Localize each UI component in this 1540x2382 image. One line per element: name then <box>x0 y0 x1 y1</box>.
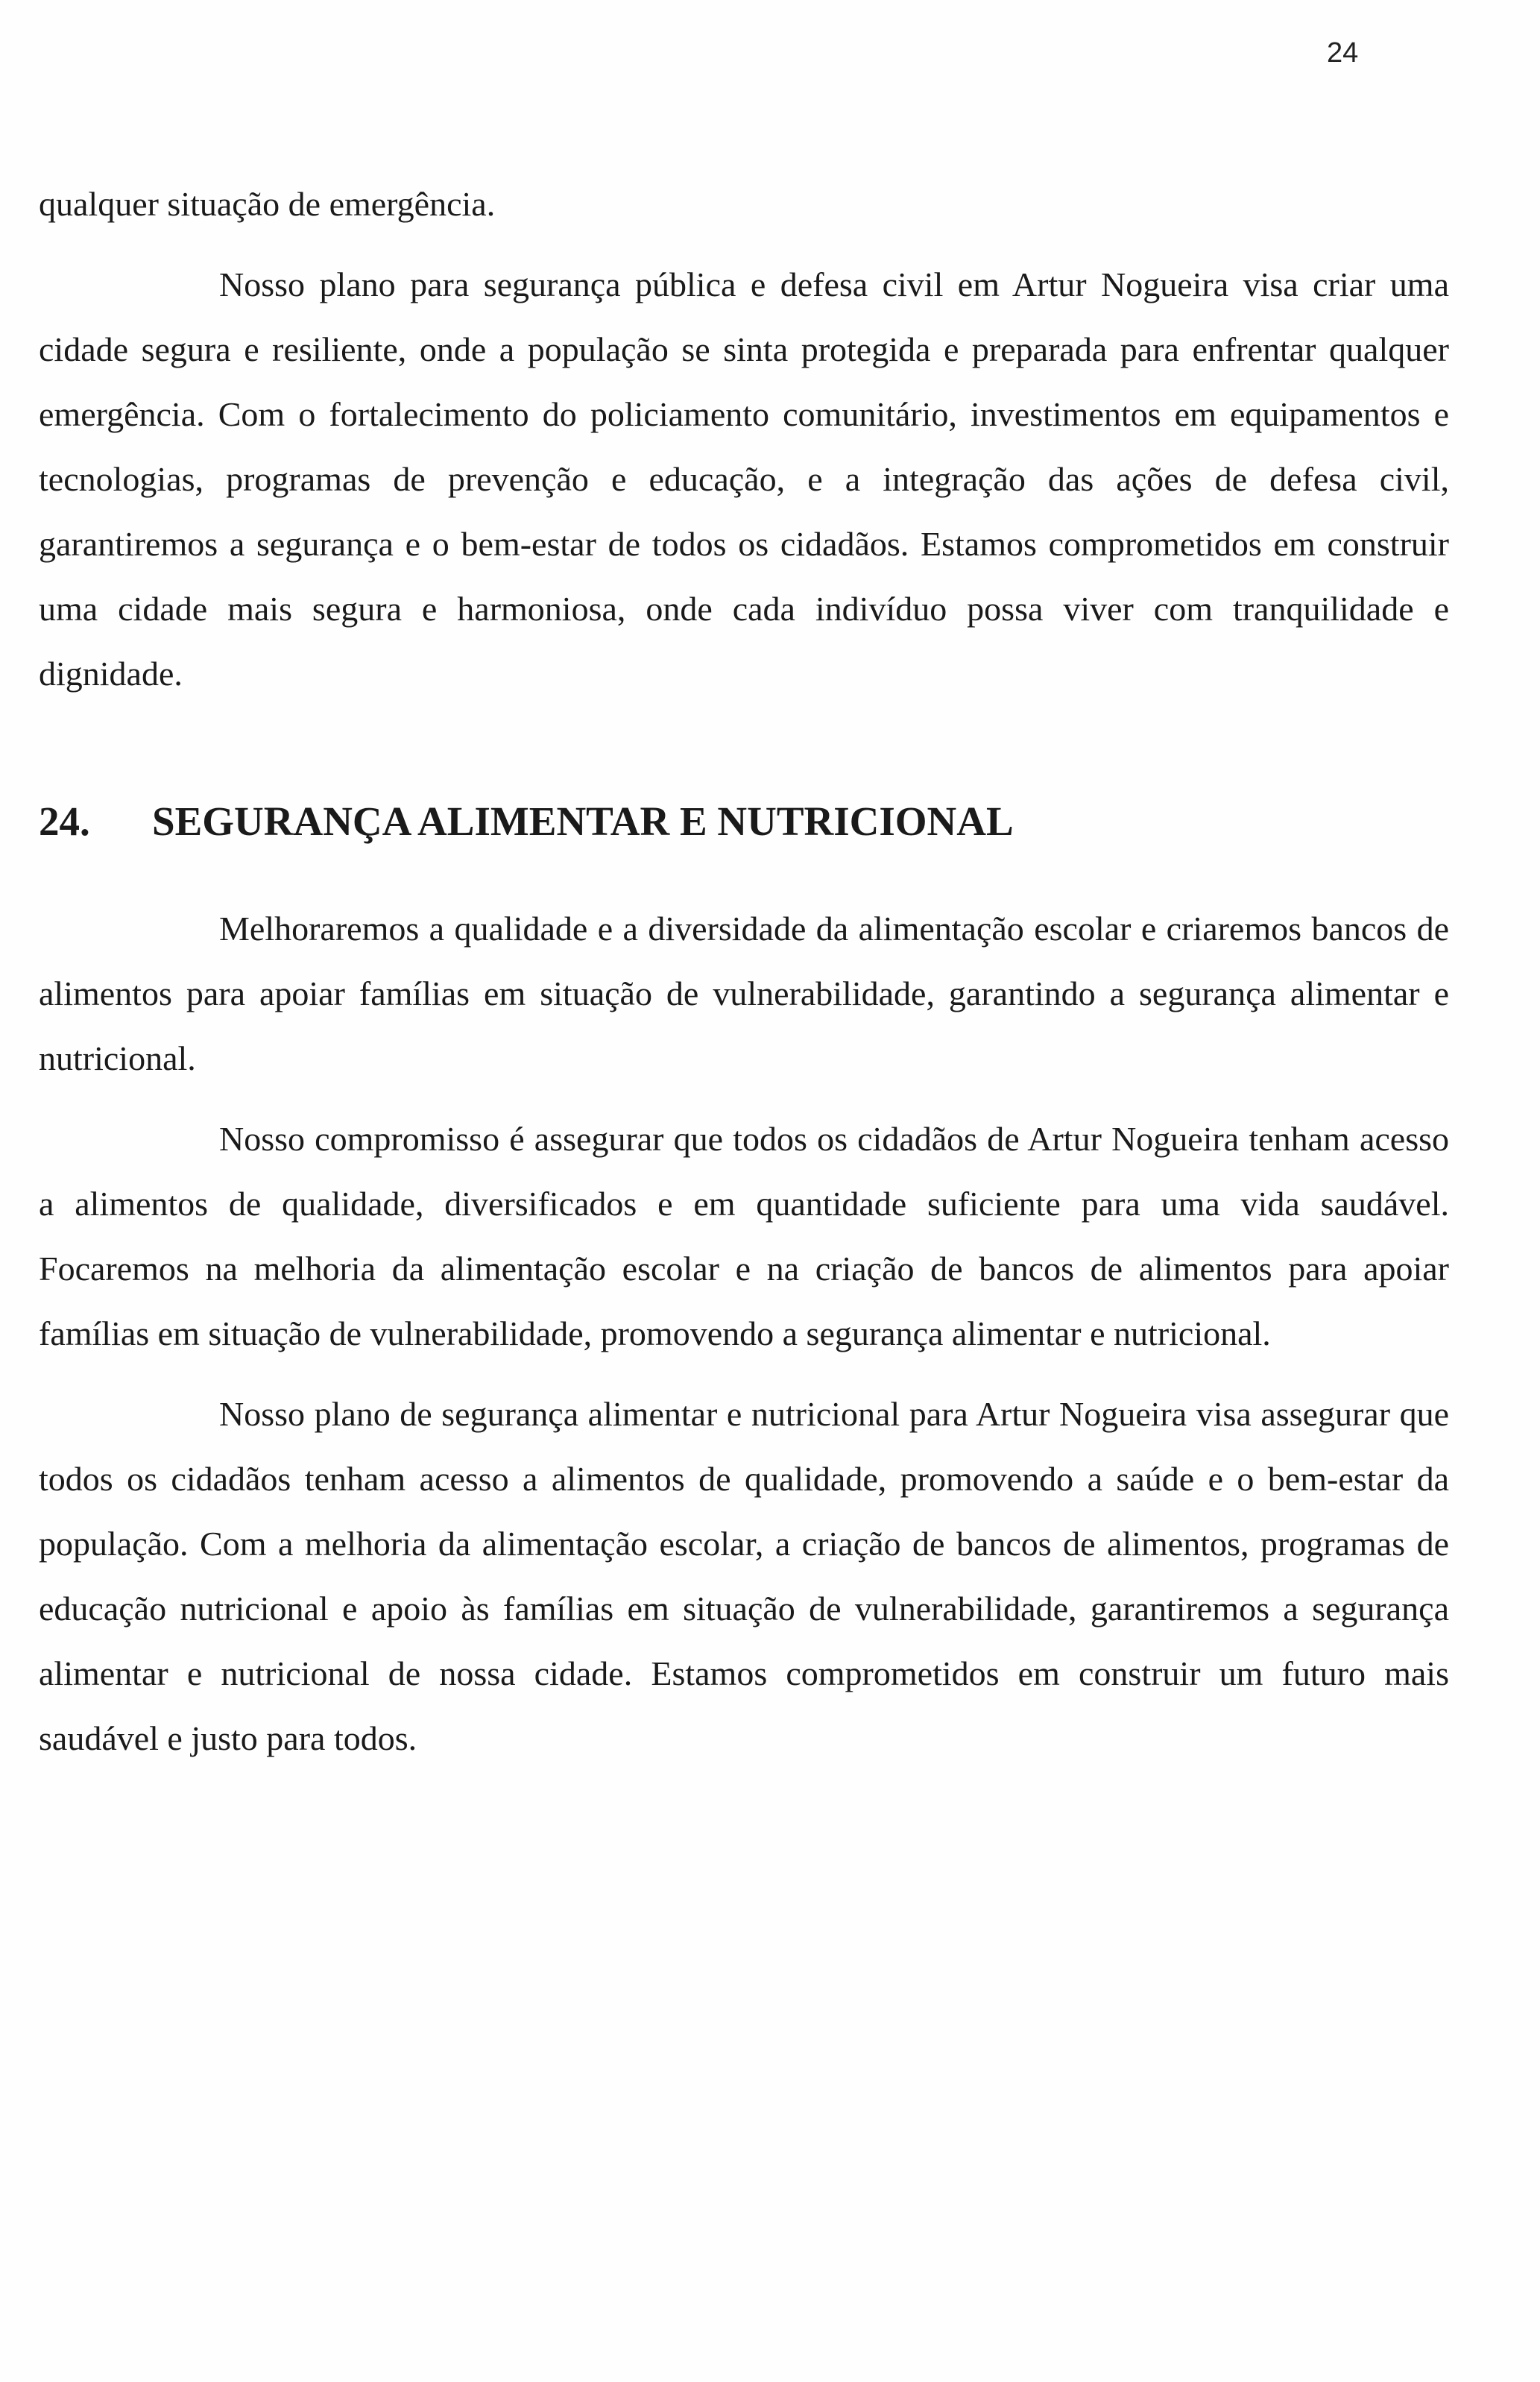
section-heading <box>39 788 1449 855</box>
page-content <box>39 171 1449 1786</box>
page-number: 24 <box>1327 37 1359 69</box>
section-title: SEGURANÇA ALIMENTAR E NUTRICIONAL <box>152 798 1014 844</box>
security-plan-paragraph: Nosso plano para segurança pública e defesa civil em Artur Nogueira visa criar uma cidade segura e resiliente, onde a população se sinta protegida e preparada para enfrentar qualquer emergência. Com o fortalecimento do policiamento comunitário, investimentos em equipamentos e tecnologias, programas de prevenção e educação, e a integração das ações de defesa civil, garantiremos a segurança e o bem-estar de todos os cidadãos. Estamos comprometidos em construir uma cidade mais segura e harmoniosa, onde cada indivíduo possa viver com tranquilidade e dignidade. <box>39 265 1449 693</box>
food-security-paragraph: Melhoraremos a qualidade e a diversidade da alimentação escolar e criaremos bancos de alimentos para apoiar famílias em situação de vulnerabilidade, garantindo a segurança alimentar e nutricional. <box>39 910 1449 1077</box>
food-security-paragraph: Nosso compromisso é assegurar que todos os cidadãos de Artur Nogueira tenham acesso a alimentos de qualidade, diversificados e em quantidade suficiente para uma vida saudável. Focaremos na melhoria da alimentação escolar e na criação de bancos de alimentos para apoiar famílias em situação de vulnerabilidade, promovendo a segurança alimentar e nutricional. <box>39 1120 1449 1352</box>
food-security-paragraph: Nosso plano de segurança alimentar e nutricional para Artur Nogueira visa assegurar que todos os cidadãos tenham acesso a alimentos de qualidade, promovendo a saúde e o bem-estar da população. Com a melhoria da alimentação escolar, a criação de bancos de alimentos, programas de educação nutricional e apoio às famílias em situação de vulnerabilidade, garantiremos a segurança alimentar e nutricional de nossa cidade. Estamos comprometidos em construir um futuro mais saudável e justo para todos. <box>39 1395 1449 1757</box>
continuation-paragraph: qualquer situação de emergência. <box>39 185 496 223</box>
section-number: 24. <box>39 798 90 844</box>
